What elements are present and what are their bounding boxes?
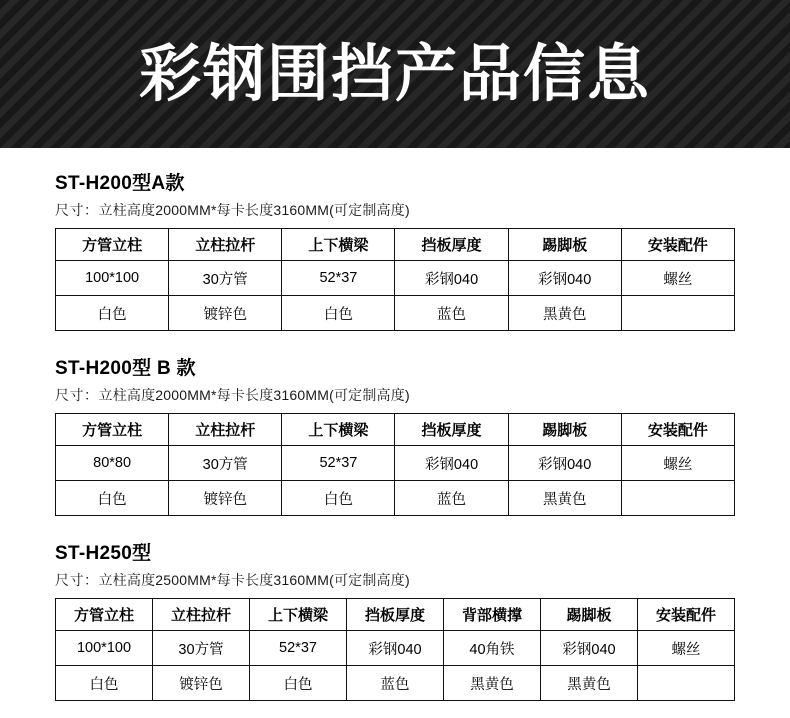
section-subtitle — [55, 385, 735, 405]
table-cell — [621, 296, 734, 331]
column-header: 挡板厚度 — [347, 599, 444, 631]
spec-table — [55, 413, 735, 516]
table-cell: 白色 — [56, 296, 169, 331]
column-header: 方管立柱 — [56, 599, 153, 631]
table-cell: 螺丝 — [621, 446, 734, 481]
column-header: 挡板厚度 — [395, 229, 508, 261]
table-cell: 螺丝 — [638, 631, 735, 666]
column-header: 踢脚板 — [508, 229, 621, 261]
table-cell: 52*37 — [250, 631, 347, 666]
table-cell: 40角铁 — [444, 631, 541, 666]
table-cell — [621, 481, 734, 516]
product-section-st-h200-b — [55, 353, 735, 516]
table-row — [56, 481, 735, 516]
page-title: 彩钢围挡产品信息 — [138, 37, 651, 110]
section-subtitle — [55, 200, 735, 220]
column-header: 方管立柱 — [56, 229, 169, 261]
table-cell: 黑黄色 — [508, 481, 621, 516]
table-cell: 蓝色 — [395, 481, 508, 516]
table-cell: 镀锌色 — [169, 296, 282, 331]
size-label: 尺寸： — [55, 202, 99, 218]
column-header: 踢脚板 — [508, 414, 621, 446]
page-banner — [0, 0, 790, 148]
table-cell: 52*37 — [282, 446, 395, 481]
table-row — [56, 296, 735, 331]
table-cell: 100*100 — [56, 261, 169, 296]
table-cell: 白色 — [56, 666, 153, 701]
table-cell: 30方管 — [153, 631, 250, 666]
table-cell: 白色 — [250, 666, 347, 701]
section-title: ST-H250型 — [55, 543, 152, 564]
table-cell: 100*100 — [56, 631, 153, 666]
table-cell: 52*37 — [282, 261, 395, 296]
table-cell: 彩钢040 — [395, 261, 508, 296]
content-area — [0, 168, 790, 701]
table-row — [56, 631, 735, 666]
table-cell: 彩钢040 — [395, 446, 508, 481]
size-value: 立柱高度2000MM*每卡长度3160MM(可定制高度) — [98, 387, 410, 403]
column-header: 立柱拉杆 — [169, 229, 282, 261]
section-title: ST-H200型 B 款 — [55, 358, 196, 379]
table-cell: 蓝色 — [395, 296, 508, 331]
size-label: 尺寸： — [55, 572, 99, 588]
column-header: 上下横梁 — [250, 599, 347, 631]
table-header-row — [56, 229, 735, 261]
table-cell: 彩钢040 — [508, 261, 621, 296]
column-header: 挡板厚度 — [395, 414, 508, 446]
table-cell: 黑黄色 — [508, 296, 621, 331]
table-header-row — [56, 414, 735, 446]
table-cell: 白色 — [56, 481, 169, 516]
column-header: 上下横梁 — [282, 229, 395, 261]
size-value: 立柱高度2000MM*每卡长度3160MM(可定制高度) — [98, 202, 410, 218]
table-header-row — [56, 599, 735, 631]
table-cell: 螺丝 — [621, 261, 734, 296]
table-row — [56, 261, 735, 296]
column-header: 上下横梁 — [282, 414, 395, 446]
table-cell: 镀锌色 — [153, 666, 250, 701]
column-header: 踢脚板 — [541, 599, 638, 631]
spec-table — [55, 598, 735, 701]
table-row — [56, 666, 735, 701]
table-cell: 白色 — [282, 296, 395, 331]
section-title: ST-H200型A款 — [55, 173, 185, 194]
table-cell: 彩钢040 — [541, 631, 638, 666]
table-cell: 黑黄色 — [444, 666, 541, 701]
size-label: 尺寸： — [55, 387, 99, 403]
product-section-st-h250 — [55, 538, 735, 701]
size-value: 立柱高度2500MM*每卡长度3160MM(可定制高度) — [98, 572, 410, 588]
column-header: 安装配件 — [638, 599, 735, 631]
table-cell: 蓝色 — [347, 666, 444, 701]
table-cell: 白色 — [282, 481, 395, 516]
table-cell: 30方管 — [169, 261, 282, 296]
table-cell: 彩钢040 — [508, 446, 621, 481]
table-cell: 黑黄色 — [541, 666, 638, 701]
column-header: 方管立柱 — [56, 414, 169, 446]
spec-table — [55, 228, 735, 331]
table-cell: 彩钢040 — [347, 631, 444, 666]
table-cell: 30方管 — [169, 446, 282, 481]
section-subtitle — [55, 570, 735, 590]
table-cell: 镀锌色 — [169, 481, 282, 516]
column-header: 背部横撑 — [444, 599, 541, 631]
column-header: 安装配件 — [621, 414, 734, 446]
column-header: 安装配件 — [621, 229, 734, 261]
table-cell — [638, 666, 735, 701]
column-header: 立柱拉杆 — [169, 414, 282, 446]
table-row — [56, 446, 735, 481]
product-section-st-h200-a — [55, 168, 735, 331]
column-header: 立柱拉杆 — [153, 599, 250, 631]
table-cell: 80*80 — [56, 446, 169, 481]
